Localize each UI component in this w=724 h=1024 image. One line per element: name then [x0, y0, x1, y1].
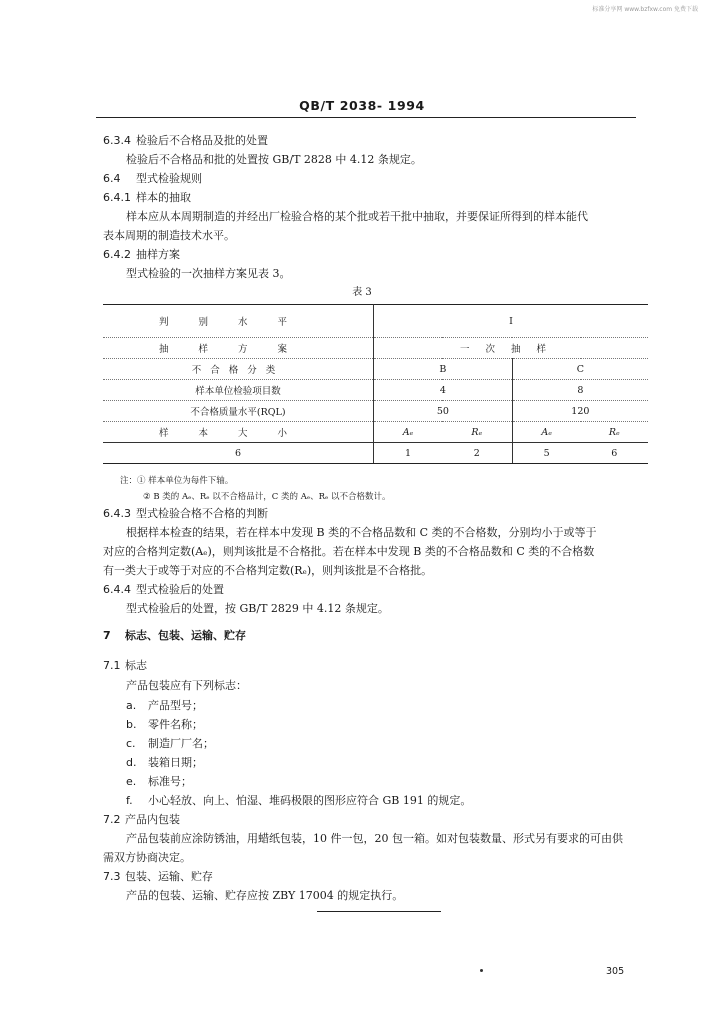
standard-header: QB/T 2038- 1994	[299, 98, 425, 113]
label-items: 样本单位检验项目数	[103, 380, 374, 401]
items-b: 4	[374, 380, 513, 401]
table-caption: 表 3	[352, 287, 372, 298]
heading-7: 7 标志、包装、运输、贮存	[103, 629, 246, 642]
heading-6-4: 6.4 型式检验规则	[103, 172, 202, 185]
list-item: b. 零件名称；	[126, 718, 203, 731]
heading-6-4-2: 6.4.2 抽样方案	[103, 248, 180, 261]
table-row	[103, 422, 648, 443]
value-level: I	[374, 305, 649, 338]
size-re-b: Rₑ	[442, 422, 512, 443]
heading-6-4-4: 6.4.4 型式检验后的处置	[103, 583, 224, 596]
paragraph-6-4-3-line1: 根据样本检查的结果，若在样本中发现 B 类的不合格品数和 C 类的不合格数，分别均小于或等于	[126, 526, 597, 539]
table-row	[103, 305, 648, 338]
label-size: 样本大小	[103, 422, 374, 443]
value-ac-b: 1	[374, 443, 442, 464]
list-item: f. 小心轻放、向上、怕湿、堆码极限的图形应符合 GB 191 的规定。	[126, 794, 472, 807]
value-ac-c: 5	[512, 443, 580, 464]
scan-speck	[480, 969, 483, 972]
heading-7-1: 7.1 标志	[103, 659, 147, 672]
paragraph-6-4-2: 型式检验的一次抽样方案见表 3。	[126, 267, 291, 280]
label-category: 不合格分类	[103, 359, 374, 380]
list-item: c. 制造厂厂名；	[126, 737, 214, 750]
end-rule	[317, 911, 441, 912]
list-item: d. 装箱日期；	[126, 756, 203, 769]
paragraph-6-4-3-line3: 有一类大于或等于对应的不合格判定数(Rₑ)，则判该批是不合格批。	[103, 564, 433, 577]
paragraph-7-1-intro: 产品包装应有下列标志：	[126, 679, 247, 692]
size-re-c: Rₑ	[581, 422, 648, 443]
items-c: 8	[512, 380, 648, 401]
paragraph-6-4-1-line1: 样本应从本周期制造的并经出厂检验合格的某个批或若干批中抽取，并要保证所得到的样本能代	[126, 210, 588, 223]
paragraph-7-2-line2: 需双方协商决定。	[103, 851, 191, 864]
paragraph-6-4-1-line2: 表本周期的制造技术水平。	[103, 229, 235, 242]
header-rule	[96, 117, 636, 118]
list-item: e. 标准号；	[126, 775, 192, 788]
table-row	[103, 401, 648, 422]
list-item: a. 产品型号；	[126, 699, 203, 712]
table-note-1: 注：① 样本单位为每件下轴。	[120, 476, 234, 486]
label-level: 判别水平	[103, 305, 374, 338]
rql-b: 50	[374, 401, 513, 422]
heading-7-2: 7.2 产品内包装	[103, 813, 180, 826]
rql-c: 120	[512, 401, 648, 422]
table-row	[103, 338, 648, 359]
category-b: B	[374, 359, 513, 380]
heading-6-4-3: 6.4.3 型式检验合格不合格的判断	[103, 507, 268, 520]
table-row	[103, 380, 648, 401]
value-n: 6	[103, 443, 374, 464]
label-rql: 不合格质量水平(RQL)	[103, 401, 374, 422]
value-re-b: 2	[442, 443, 512, 464]
table-note-2: ② B 类的 Aₑ、Rₑ 以不合格品计，C 类的 Aₑ、Rₑ 以不合格数计。	[143, 492, 391, 502]
heading-7-3: 7.3 包装、运输、贮存	[103, 870, 213, 883]
heading-6-4-1: 6.4.1 样本的抽取	[103, 191, 191, 204]
sampling-table	[103, 304, 648, 464]
watermark: 标准分享网 www.bzfxw.com 免费下载	[592, 6, 698, 13]
heading-6-3-4: 6.3.4 检验后不合格品及批的处置	[103, 134, 268, 147]
label-scheme: 抽样方案	[103, 338, 374, 359]
table-row	[103, 359, 648, 380]
paragraph-6-4-4: 型式检验后的处置，按 GB/T 2829 中 4.12 条规定。	[126, 602, 389, 615]
table-row	[103, 443, 648, 464]
paragraph-6-3-4: 检验后不合格品和批的处置按 GB/T 2828 中 4.12 条规定。	[126, 153, 422, 166]
category-c: C	[512, 359, 648, 380]
page-number: 305	[606, 966, 625, 977]
paragraph-7-3: 产品的包装、运输、贮存应按 ZBY 17004 的规定执行。	[126, 889, 404, 902]
paragraph-7-2-line1: 产品包装前应涂防锈油，用蜡纸包装，10 件一包，20 包一箱。如对包装数量、形式另有要求的可由供	[126, 832, 623, 845]
value-re-c: 6	[581, 443, 648, 464]
size-ac-b: Aₑ	[374, 422, 442, 443]
value-scheme: 一次抽样	[374, 338, 649, 359]
size-ac-c: Aₑ	[512, 422, 580, 443]
paragraph-6-4-3-line2: 对应的合格判定数(Aₑ)，则判该批是不合格批。若在样本中发现 B 类的不合格品数和 C 类的不合格数	[103, 545, 595, 558]
